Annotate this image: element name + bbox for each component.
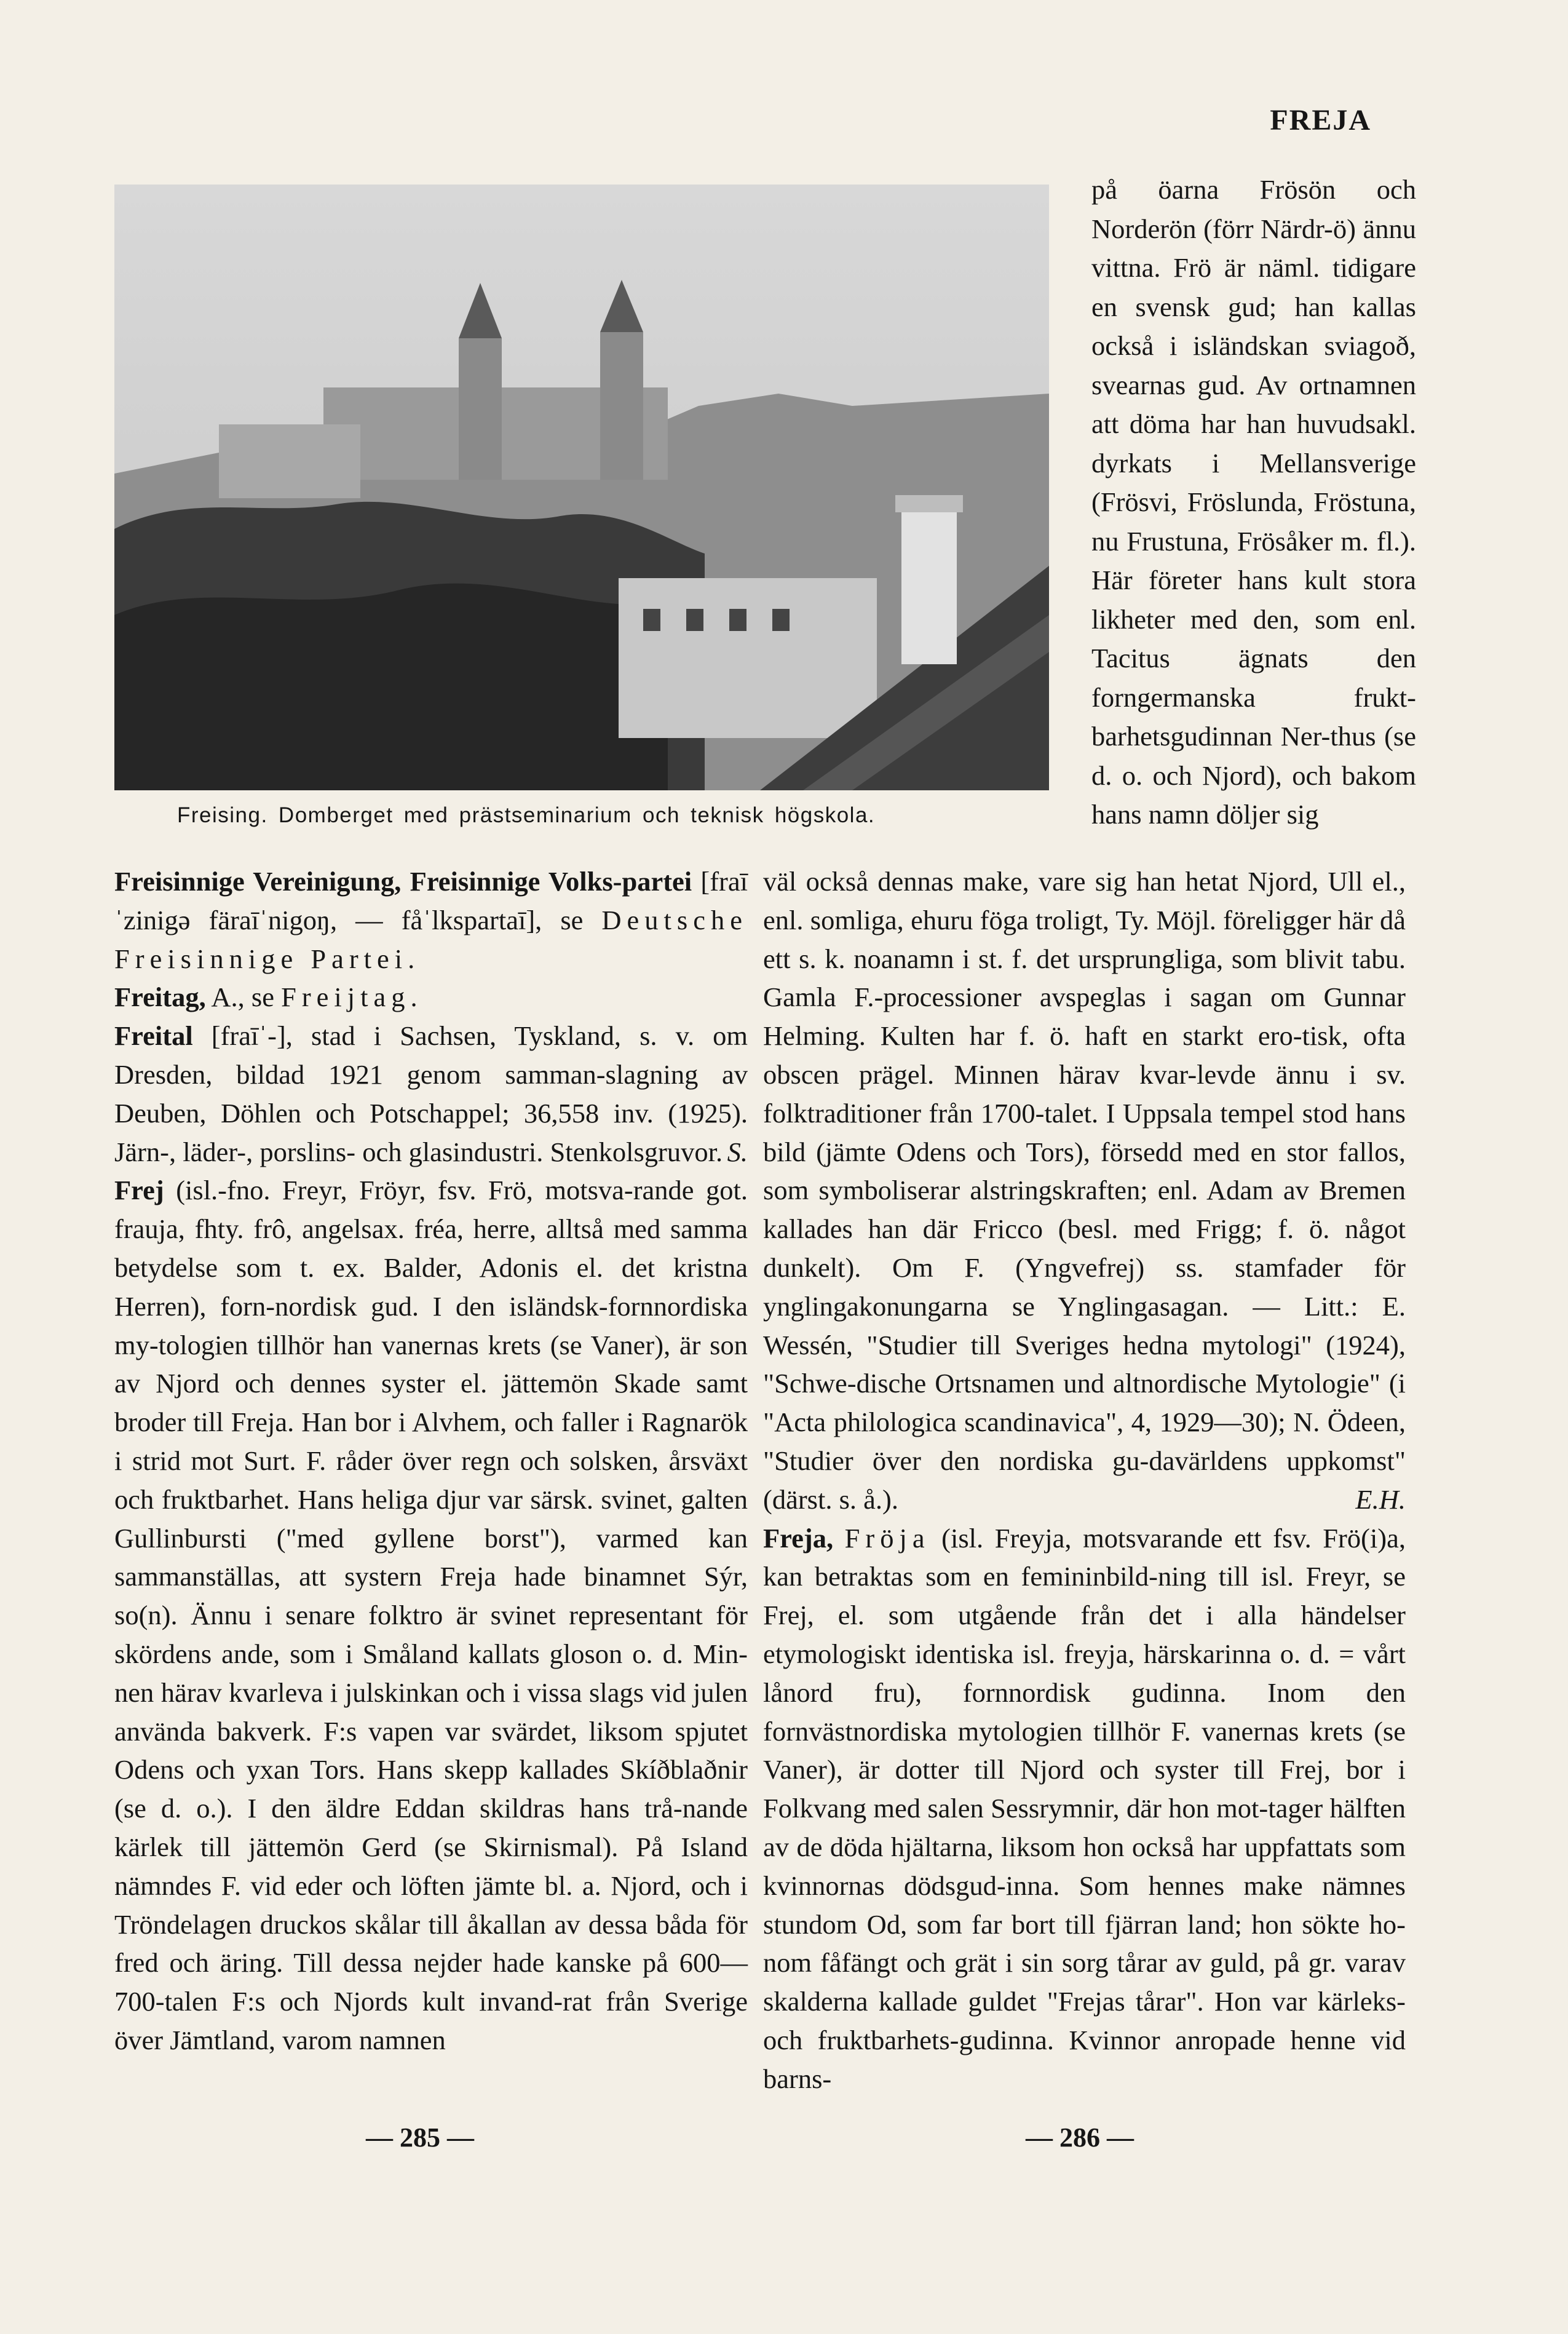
entry-text: (isl.-fno. Freyr, Fröyr, fsv. Frö, motsva-rande got. frauja, fhty. frô, angelsax. fréa, herre, alltså med samma betydelse som t. ex. Balder, Adonis el. det kristna Herren), forn-nordisk gud. I den isländsk-fornnordiska my-tologien tillhör han vanernas krets (se Vaner), är son av Njord och dennes syster el. jättemön Skade samt broder till Freja. Han bor i Alvhem, och faller i Ragnarök i strid mot Surt. F. råder över regn och solsken, årsväxt och fruktbarhet. Hans heliga djur var särsk. svinet, galten Gullinbursti ("med gyllene borst"), varmed kan sammanställas, att systern Freja hade binamnet Sýr, so(n). Ännu i senare folktro är svinet representant för skördens ande, som i Småland kallats gloson o. d. Min-nen härav kvarleva i julskinkan och i vissa slags vid julen använda bakverk. F:s vapen var svärdet, liksom spjutet Odens och yxan Tors. Hans skepp kallades Skíðblaðnir (se d. o.). I den äldre Eddan skildras hans trå-nande kärlek till jättemön Gerd (se Skirnismal). På Island nämndes F. vid eder och löften jämte bl. a. Njord, och i Tröndelagen druckos skålar till åkallan av dessa båda för fred och äring. Till dessa nejder hade kanske på 600—700-talen F:s och Njords kult invand-rat från Sverige över Jämtland, varom namnen <box>114 1175 748 2055</box>
entry-text: [fraīˈ-], stad i Sachsen, Tyskland, s. v. om Dresden, bildad 1921 genom samman-slagning av Deuben, Döhlen och Potschappel; 36,558 inv. (1925). Järn-, läder-, porslins- och glasindustri. Stenkolsgruvor. <box>114 1020 748 1167</box>
entry-text: (isl. Freyja, motsvarande ett fsv. Frö(i)a, kan betraktas som en femininbild-ning till isl. Freyr, se Frej, el. som utgående från det i alla händelser etymologiskt identiska isl. freyja, härskarinna o. d. = vårt lånord fru), fornnordisk gudinna. Inom den fornvästnordiska mytologien tillhör F. vanernas krets (se Vaner), är dotter till Njord och syster till Frej, bor i Folkvang med salen Sessrymnir, där hon mot-tager hälften av de döda hjältarna, liksom hon också har uppfattats som kvinnornas dödsgud-inna. Som hennes make nämnes stundom Od, som far bort till fjärran land; hon sökte ho-nom fåfängt och grät i sin sorg tårar av guld, på gr. varav skalderna kallade guldet "Frejas tårar". Hon var kärleks- och fruktbarhets-gudinna. Kvinnor anropade henne vid barns- <box>763 1522 1406 2094</box>
entry-crossref: Freijtag. <box>281 982 423 1013</box>
frej-continuation <box>763 862 1406 1519</box>
entry-signature: E.H. <box>1355 1483 1406 1515</box>
freising-photo <box>114 185 1049 790</box>
running-head: FREJA <box>1270 104 1371 137</box>
frej-continuation-narrow: på öarna Frösön och Norderön (förr Närdr-ö) ännu vittna. Frö är näml. tidigare en svensk gud; han kallas också i isländskan sviagoð, svearnas gud. Av ortnamnen att döma har han huvudsakl. dyrkats i Mellansverige (Frösvi, Fröslunda, Fröstuna, nu Frustuna, Frösåker m. fl.). Här företer hans kult stora likheter med den, som enl. Tacitus ägnats den forngermanska frukt-barhetsgudinnan Ner-thus (se d. o. och Njord), och bakom hans namn döljer sig <box>1091 174 1416 830</box>
entry-head: Freital <box>114 1020 193 1052</box>
entry-text: väl också dennas make, vare sig han hetat Njord, Ull el., enl. somliga, ehuru föga troligt, Ty. Möjl. föreligger här då ett s. k. noanamn i st. f. det ursprungliga, som blivit tabu. Gamla F.-processioner avspeglas i sagan om Gunnar Helming. Kulten har f. ö. haft en starkt ero-tisk, ofta obscen prägel. Minnen härav kvar-levde ännu i sv. folktraditioner från 1700-talet. I Uppsala tempel stod hans bild (jämte Odens och Tors), försedd med en stor fallos, som symboliserar alstringskraften; enl. Adam av Bremen kallades han där Fricco (besl. med Frigg; f. ö. något dunkelt). Om F. (Yngvefrej) ss. stamfader för ynglingakonungarna se Ynglingasagan. — Litt.: E. Wessén, "Studier till Sveriges hedna mytologi" (1924), "Schwe-dische Ortsnamen und altnordische Mytologie" (i "Acta philologica scandinavica", 4, 1929—30); N. Ödeen, "Studier över den nordiska gu-davärldens uppkomst" (därst. s. å.). <box>763 866 1406 1515</box>
entry-freitag <box>114 978 748 1017</box>
entry-freital <box>114 1017 748 1171</box>
entry-signature: S. <box>727 1136 748 1167</box>
right-column <box>763 862 1406 2098</box>
entry-frej <box>114 1171 748 2059</box>
entry-head: Freitag, <box>114 982 206 1013</box>
entry-see: se <box>560 904 584 935</box>
page-number-right: — 286 — <box>1026 2122 1134 2153</box>
entry-freja <box>763 1519 1406 2098</box>
entry-freisinnige <box>114 862 748 978</box>
entry-head: Freisinnige Vereinigung, Freisinnige Volks-partei <box>114 866 692 897</box>
entry-crossref: Deutsche Freisinnige Partei. <box>114 904 748 974</box>
entry-text: A., se <box>211 982 274 1013</box>
entry-head: Freja, <box>763 1522 834 1554</box>
entry-alt-name: Fröja <box>844 1522 930 1554</box>
entry-head: Frej <box>114 1175 164 1206</box>
left-column <box>114 862 748 2060</box>
entry-pronunciation: [fraīˈzinigə färaīˈnigoŋ, — fåˈlkspartaī], <box>114 866 748 935</box>
page-number-left: — 285 — <box>366 2122 474 2153</box>
photo-caption: Freising. Domberget med prästseminarium och teknisk högskola. <box>177 803 876 827</box>
